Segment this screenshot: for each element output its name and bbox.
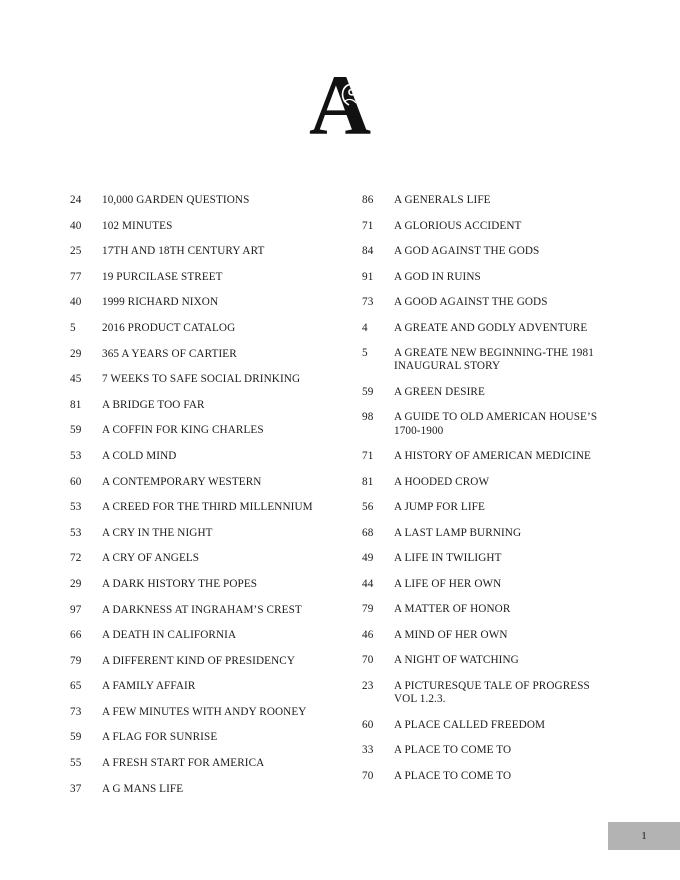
index-entry [70, 322, 340, 335]
index-entry [362, 770, 607, 783]
entry-title: A LIFE OF HER OWN [394, 577, 502, 590]
entry-page-number: 55 [70, 757, 82, 770]
index-entry [70, 783, 340, 796]
page-number-tab [608, 822, 680, 850]
index-entry [70, 501, 340, 514]
entry-page-number: 60 [70, 475, 82, 488]
entry-page-number: 68 [362, 526, 374, 539]
entry-title: A CONTEMPORARY WESTERN [102, 475, 262, 488]
entry-page-number: 91 [362, 270, 374, 283]
entry-title: A LAST LAMP BURNING [394, 526, 522, 539]
entry-title: A GUIDE TO OLD AMERICAN HOUSE’S 1700-1900 [394, 411, 598, 437]
index-entry [70, 655, 340, 668]
entry-page-number: 70 [362, 769, 374, 782]
entry-title: 19 PURCILASE STREET [102, 270, 223, 283]
entry-title: A COLD MIND [102, 449, 177, 462]
entry-page-number: 65 [70, 680, 82, 693]
entry-title: A FAMILY AFFAIR [102, 680, 196, 693]
entry-page-number: 73 [70, 705, 82, 718]
index-entry [362, 245, 607, 258]
entry-page-number: 25 [70, 245, 82, 258]
entry-title: A GOOD AGAINST THE GODS [394, 296, 548, 308]
entry-page-number: 72 [70, 552, 82, 565]
index-column-left [70, 194, 340, 808]
ornament-swirl-icon [336, 78, 362, 108]
entry-title: A GREATE NEW BEGINNING-THE 1981 INAUGURAL STORY [394, 347, 594, 373]
entry-page-number: 44 [362, 577, 374, 590]
entry-title: A COFFIN FOR KING CHARLES [102, 424, 264, 437]
entry-page-number: 59 [362, 385, 374, 398]
index-entry [362, 654, 607, 667]
index-entry [362, 220, 607, 233]
entry-page-number: 46 [362, 628, 374, 641]
entry-page-number: 71 [362, 450, 374, 463]
index-entry [70, 271, 340, 284]
index-entry [70, 399, 340, 412]
entry-title: A MATTER OF HONOR [394, 603, 511, 616]
index-entry [70, 578, 340, 591]
entry-page-number: 66 [70, 629, 82, 642]
index-entry [362, 680, 607, 707]
entry-page-number: 84 [362, 245, 374, 257]
entry-title: A DEATH IN CALIFORNIA [102, 629, 237, 642]
entry-page-number: 56 [362, 501, 374, 514]
entry-page-number: 40 [70, 219, 82, 232]
index-entry [70, 680, 340, 693]
entry-page-number: 29 [70, 347, 82, 360]
index-entry [362, 296, 607, 309]
entry-page-number: 29 [70, 577, 82, 590]
entry-title: A MIND OF HER OWN [394, 628, 508, 641]
entry-title: A JUMP FOR LIFE [394, 501, 485, 514]
entry-page-number: 53 [70, 449, 82, 462]
entry-page-number: 37 [70, 782, 82, 795]
index-entry [70, 245, 340, 258]
entry-title: A FEW MINUTES WITH ANDY ROONEY [102, 705, 307, 718]
entry-page-number: 79 [70, 654, 82, 667]
section-letter [0, 57, 680, 153]
index-entry [362, 603, 607, 616]
entry-title: A DARKNESS AT INGRAHAM’S CREST [102, 603, 302, 616]
page-number: 1 [641, 830, 647, 842]
index-entry [362, 271, 607, 284]
index-entry [362, 578, 607, 591]
entry-title: A PLACE CALLED FREEDOM [394, 718, 546, 731]
index-entry [70, 706, 340, 719]
index-entry [70, 552, 340, 565]
entry-title: A DARK HISTORY THE POPES [102, 577, 258, 590]
entry-page-number: 53 [70, 526, 82, 539]
entry-title: A HISTORY OF AMERICAN MEDICINE [394, 450, 591, 463]
entry-page-number: 79 [362, 603, 374, 616]
entry-page-number: 98 [362, 411, 374, 424]
index-entry [362, 411, 607, 438]
entry-title: A PLACE TO COME TO [394, 769, 512, 782]
entry-title: A PICTURESQUE TALE OF PROGRESS VOL 1.2.3. [394, 679, 590, 706]
entry-title: A G MANS LIFE [102, 782, 184, 795]
entry-title: A FLAG FOR SUNRISE [102, 731, 218, 744]
index-entry [70, 629, 340, 642]
entry-title: 365 A YEARS OF CARTIER [102, 347, 237, 360]
index-entry [70, 476, 340, 489]
index-entry [70, 757, 340, 770]
entry-page-number: 45 [70, 373, 82, 386]
index-entry [70, 373, 340, 386]
entry-page-number: 81 [362, 475, 374, 488]
entry-page-number: 5 [70, 321, 76, 334]
entry-page-number: 60 [362, 718, 374, 731]
entry-page-number: 81 [70, 398, 82, 411]
entry-title: 102 MINUTES [102, 219, 173, 232]
entry-title: A PLACE TO COME TO [394, 744, 512, 757]
entry-title: A CRY OF ANGELS [102, 552, 200, 565]
index-entry [70, 296, 340, 309]
index-entry [362, 527, 607, 540]
entry-page-number: 73 [362, 296, 374, 308]
entry-page-number: 24 [70, 194, 82, 206]
entry-page-number: 5 [362, 347, 368, 359]
index-entry [362, 476, 607, 489]
entry-title: A GENERALS LIFE [394, 194, 491, 206]
entry-page-number: 77 [70, 270, 82, 283]
entry-page-number: 53 [70, 501, 82, 514]
index-entry [70, 348, 340, 361]
entry-page-number: 97 [70, 603, 82, 616]
entry-title: A HOODED CROW [394, 475, 490, 488]
entry-title: A FRESH START FOR AMERICA [102, 757, 265, 770]
entry-page-number: 59 [70, 424, 82, 437]
entry-title: A GREATE AND GODLY ADVENTURE [394, 321, 588, 334]
index-entry [362, 629, 607, 642]
index-entry [70, 194, 340, 207]
index-entry [70, 604, 340, 617]
entry-title: A GLORIOUS ACCIDENT [394, 219, 522, 232]
entry-title: 17TH AND 18TH CENTURY ART [102, 245, 265, 258]
entry-title: A BRIDGE TOO FAR [102, 398, 205, 411]
entry-title: A GREEN DESIRE [394, 385, 485, 398]
entry-title: A CREED FOR THE THIRD MILLENNIUM [102, 501, 313, 514]
entry-page-number: 40 [70, 296, 82, 309]
entry-page-number: 49 [362, 552, 374, 565]
index-entry [362, 501, 607, 514]
index-entry [70, 450, 340, 463]
entry-title: A DIFFERENT KIND OF PRESIDENCY [102, 654, 296, 667]
entry-title: 7 WEEKS TO SAFE SOCIAL DRINKING [102, 373, 301, 386]
entry-title: 10,000 GARDEN QUESTIONS [102, 194, 250, 206]
entry-title: 2016 PRODUCT CATALOG [102, 321, 236, 334]
entry-page-number: 59 [70, 731, 82, 744]
entry-page-number: 70 [362, 654, 374, 667]
index-entry [362, 552, 607, 565]
index-entry [362, 194, 607, 207]
entry-page-number: 33 [362, 744, 374, 757]
entry-title: 1999 RICHARD NIXON [102, 296, 219, 309]
index-entry [362, 322, 607, 335]
index-entry [362, 744, 607, 757]
index-column-right [362, 194, 607, 795]
entry-title: A GOD IN RUINS [394, 270, 481, 283]
entry-title: A GOD AGAINST THE GODS [394, 245, 540, 257]
entry-page-number: 4 [362, 321, 368, 334]
index-entry [362, 450, 607, 463]
index-entry [70, 424, 340, 437]
index-entry [70, 527, 340, 540]
entry-page-number: 71 [362, 219, 374, 232]
index-entry [362, 719, 607, 732]
index-entry [362, 386, 607, 399]
entry-title: A NIGHT OF WATCHING [394, 654, 519, 667]
entry-title: A CRY IN THE NIGHT [102, 526, 213, 539]
section-letter-text: A [308, 57, 372, 153]
index-entry [70, 731, 340, 744]
index-entry [70, 220, 340, 233]
entry-page-number: 86 [362, 194, 374, 206]
entry-title: A LIFE IN TWILIGHT [394, 552, 502, 565]
index-entry [362, 347, 607, 374]
entry-page-number: 23 [362, 679, 374, 692]
